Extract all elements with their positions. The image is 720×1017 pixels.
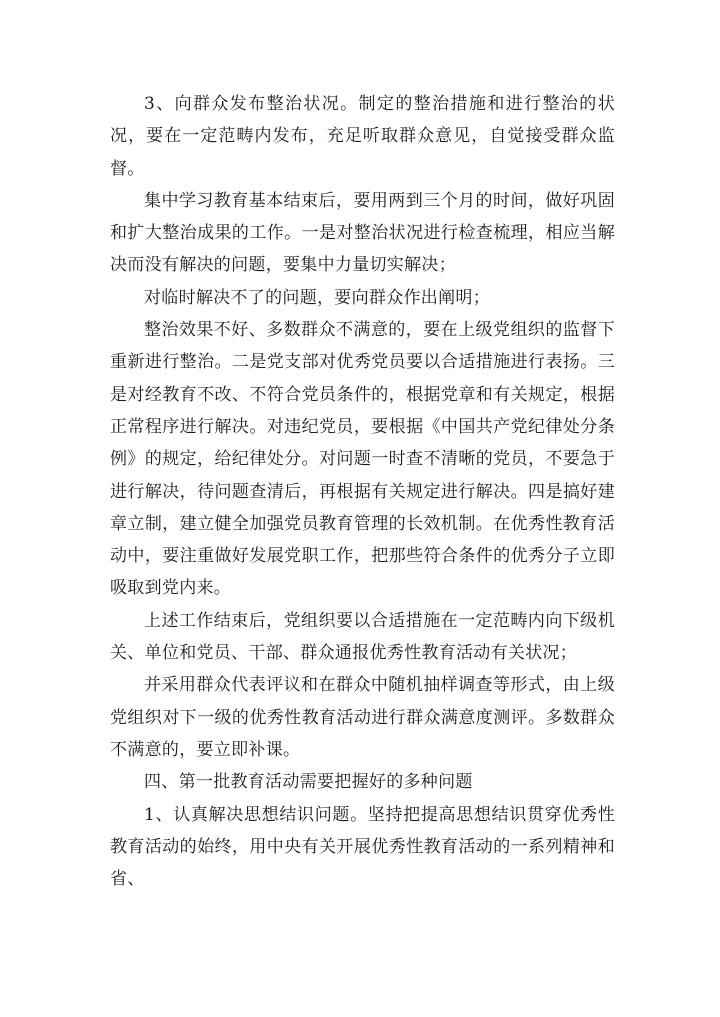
paragraph-report-status: 上述工作结束后，党组织要以合适措施在一定范畴内向下级机关、单位和党员、干部、群众通报优秀性教育活动有关状况； (110, 610, 615, 664)
paragraph-publish-rectification: 3、向群众发布整治状况。制定的整治措施和进行整治的状况，要在一定范畴内发布，充足听取群众意见，自觉接受群众监督。 (110, 94, 615, 179)
document-body (110, 88, 615, 895)
paragraph-explain-to-masses: 对临时解决不了的问题，要向群众作出阐明； (144, 287, 490, 308)
paragraph-re-rectification: 整治效果不好、多数群众不满意的，要在上级党组织的监督下重新进行整治。二是党支部对优秀党员要以合适措施进行表扬。三是对经教育不改、不符合党员条件的，根据党章和有关规定，根据正常程序进行解决。对违纪党员，要根据《中国共产党纪律处分条例》的规定，给纪律处分。对问题一时查不清晰的党员，不要急于进行解决，待问题查清后，再根据有关规定进行解决。四是搞好建章立制，建立健全加强党员教育管理的长效机制。在优秀性教育活动中，要注重做好发展党职工作，把那些符合条件的优秀分子立即吸取到党内来。 (110, 320, 615, 599)
paragraph-satisfaction-survey: 并采用群众代表评议和在群众中随机抽样调查等形式，由上级党组织对下一级的优秀性教育活动进行群众满意度测评。多数群众不满意的，要立即补课。 (110, 675, 615, 760)
section-heading-issues: 四、第一批教育活动需要把握好的多种问题 (144, 772, 473, 793)
paragraph-ideological-issues: 1、认真解决思想结识问题。坚持把提高思想结识贯穿优秀性教育活动的始终，用中央有关开展优秀性教育活动的一系列精神和省、 (110, 804, 615, 890)
paragraph-consolidate-results: 集中学习教育基本结束后，要用两到三个月的时间，做好巩固和扩大整治成果的工作。一是对整治状况进行检查梳理，相应当解决而没有解决的问题，要集中力量切实解决； (110, 190, 615, 276)
